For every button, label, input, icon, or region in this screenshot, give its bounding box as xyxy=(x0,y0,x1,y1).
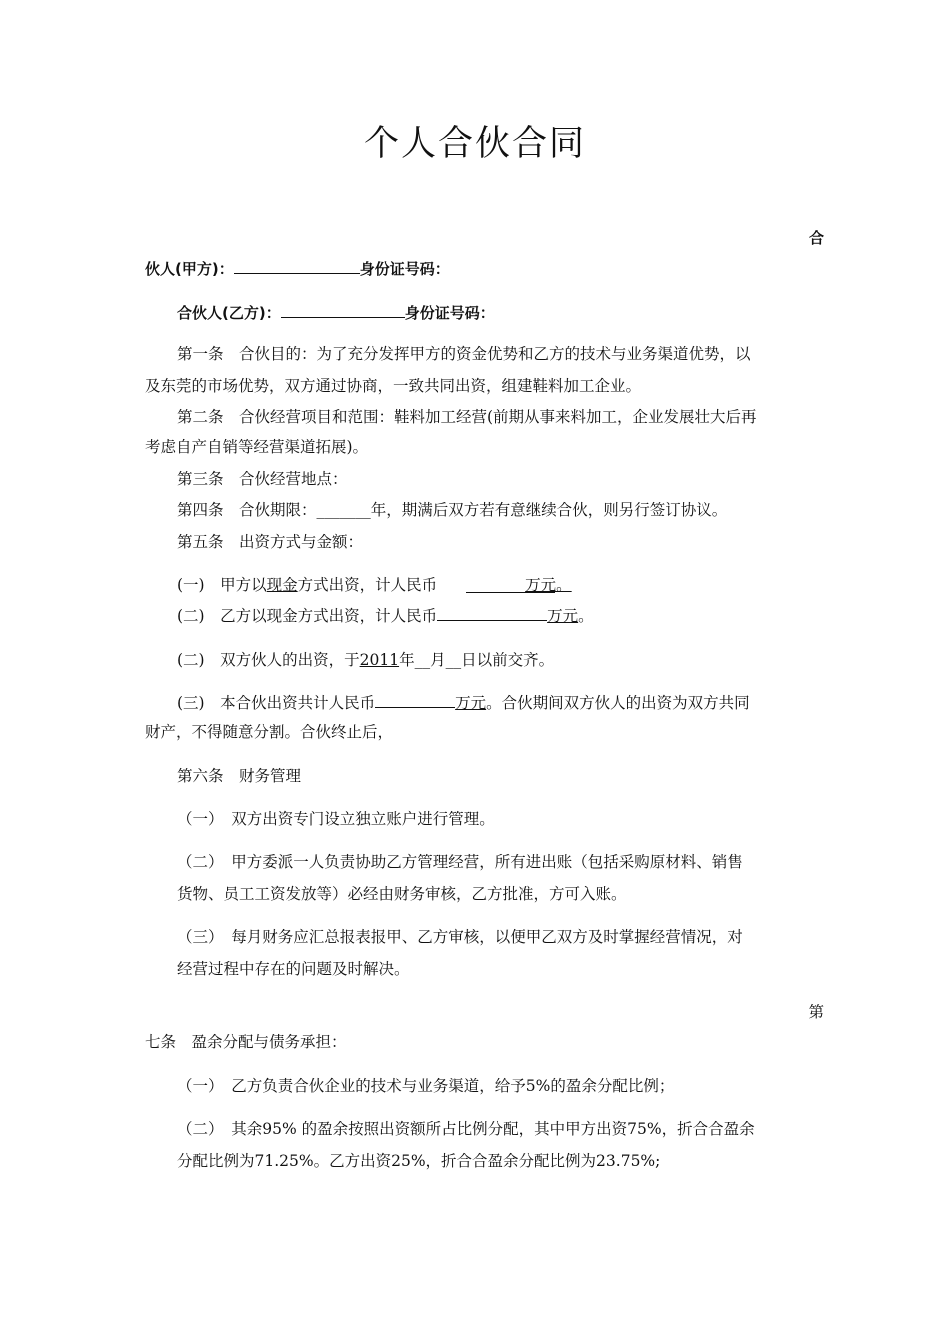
partner-a-name-blank xyxy=(234,258,360,274)
partner-a-id-label: 身份证号码： xyxy=(359,260,450,278)
article-4-prefix: 第四条 合伙期限： xyxy=(177,501,317,519)
capital-clause-1-mid: 方式出资，计人民币 xyxy=(297,576,438,594)
document-title: 个人合伙合同 xyxy=(363,124,586,164)
partner-b-line xyxy=(177,302,495,323)
capital-clause-2-blank xyxy=(437,605,547,621)
article-7-head: 第 xyxy=(808,1003,824,1021)
partner-b-name-blank xyxy=(281,302,405,318)
capital-clause-2 xyxy=(177,605,594,626)
capital-clause-1-prefix: (一) 甲方以 xyxy=(177,576,267,594)
capital-clause-1-unit: 万元。 xyxy=(525,576,572,594)
article-4-term-blank: _______ xyxy=(316,501,371,519)
capital-clause-1-blank xyxy=(466,592,555,593)
finance-clause-3-line-2: 经营过程中存在的问题及时解决。 xyxy=(177,960,410,978)
capital-clause-2-unit: 万元 xyxy=(547,607,579,625)
profit-clause-1: （一） 乙方负责合伙企业的技术与业务渠道，给予5%的盈余分配比例； xyxy=(177,1077,675,1095)
article-1-line-1: 第一条 合伙目的：为了充分发挥甲方的资金优势和乙方的技术与业务渠道优势，以 xyxy=(177,345,751,363)
capital-total-prefix: (三) 本合伙出资共计人民币 xyxy=(177,694,376,712)
finance-clause-3-line-1: （三） 每月财务应汇总报表报甲、乙方审核，以便甲乙双方及时掌握经营情况，对 xyxy=(177,928,743,946)
capital-deadline xyxy=(177,650,554,670)
capital-clause-2-end: 。 xyxy=(578,607,594,625)
capital-deadline-suffix: 年__月__日以前交齐。 xyxy=(399,651,555,669)
article-2-line-2: 考虑自产自销等经营渠道拓展)。 xyxy=(145,438,369,456)
article-7: 七条 盈余分配与债务承担： xyxy=(145,1033,347,1051)
capital-clause-2-prefix: (二) 乙方以现金方式出资，计人民币 xyxy=(177,607,438,625)
partner-a-head: 合 xyxy=(808,229,824,247)
capital-total-unit: 万元 xyxy=(455,694,487,712)
capital-deadline-prefix: (二) 双方伙人的出资，于 xyxy=(177,651,360,669)
article-6: 第六条 财务管理 xyxy=(177,767,302,785)
capital-deadline-year: 2011 xyxy=(359,651,400,669)
capital-total-suffix: 。合伙期间双方伙人的出资为双方共同 xyxy=(486,694,750,712)
article-2-line-1: 第二条 合伙经营项目和范围：鞋料加工经营(前期从事来料加工，企业发展壮大后再 xyxy=(177,408,757,426)
partner-a-label: 伙人(甲方)： xyxy=(145,260,234,278)
article-5: 第五条 出资方式与金额： xyxy=(177,533,364,551)
article-4 xyxy=(177,500,727,520)
capital-clause-1-blank-space xyxy=(437,576,525,590)
finance-clause-2-line-2: 货物、员工工资发放等）必经由财务审核，乙方批准，方可入账。 xyxy=(177,885,627,903)
finance-clause-2-line-1: （二） 甲方委派一人负责协助乙方管理经营，所有进出账（包括采购原材料、销售 xyxy=(177,853,743,871)
capital-total xyxy=(177,692,750,713)
article-4-suffix: 年，期满后双方若有意继续合伙，则另行签订协议。 xyxy=(370,501,728,519)
capital-total-blank xyxy=(375,692,455,708)
capital-clause-1-cash: 现金 xyxy=(266,576,298,594)
article-3: 第三条 合伙经营地点： xyxy=(177,470,348,488)
capital-total-line-2: 财产，不得随意分割。合伙终止后， xyxy=(145,723,394,741)
profit-clause-2-line-2: 分配比例为71.25%。乙方出资25%，折合合盈余分配比例为23.75%; xyxy=(177,1152,661,1170)
partner-b-label: 合伙人(乙方)： xyxy=(177,304,281,322)
partner-b-id-label: 身份证号码： xyxy=(404,304,495,322)
partner-a-line xyxy=(145,258,450,279)
finance-clause-1: （一） 双方出资专门设立独立账户进行管理。 xyxy=(177,810,495,828)
profit-clause-2-line-1: （二） 其余95% 的盈余按照出资额所占比例分配，其中甲方出资75%，折合合盈余 xyxy=(177,1120,755,1138)
article-1-line-2: 及东莞的市场优势，双方通过协商，一致共同出资，组建鞋料加工企业。 xyxy=(145,377,642,395)
